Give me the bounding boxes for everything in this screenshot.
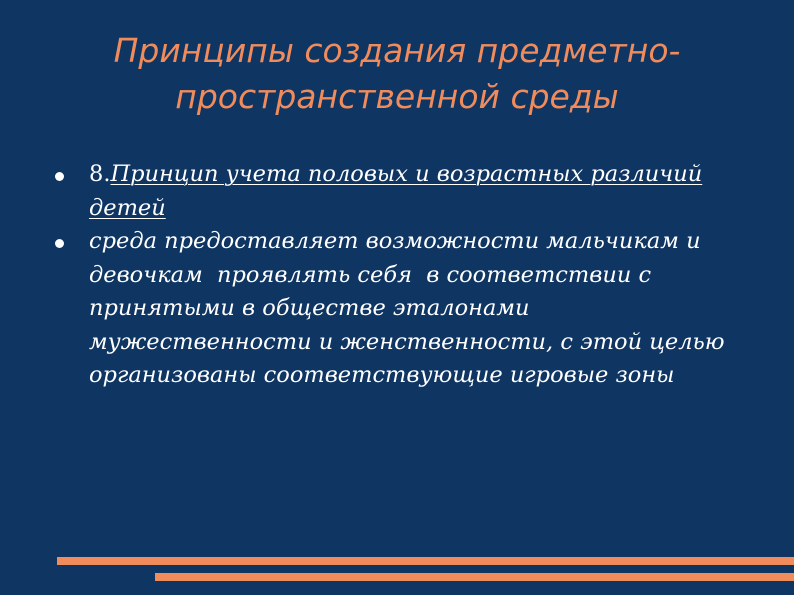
decorative-bar-top <box>57 557 794 565</box>
bullet-item-description <box>55 225 755 393</box>
bullet-list <box>55 158 755 393</box>
slide-title: Принципы создания предметно-пространственной среды <box>113 31 681 116</box>
principle-number: 8. <box>89 161 111 187</box>
principle-description: среда предоставляет возможности мальчикам и девочкам проявлять себя в соответствии с принятыми в обществе эталонами мужественности и женственности, с этой целью организованы соответствующие игровые зоны <box>89 228 732 388</box>
bullet-dot-icon <box>55 172 64 181</box>
bullet-dot-icon <box>55 239 64 248</box>
bullet-item-principle <box>55 158 755 225</box>
decorative-bar-bottom <box>155 573 794 581</box>
principle-heading: Принцип учета половых и возрастных различий детей <box>89 161 703 221</box>
